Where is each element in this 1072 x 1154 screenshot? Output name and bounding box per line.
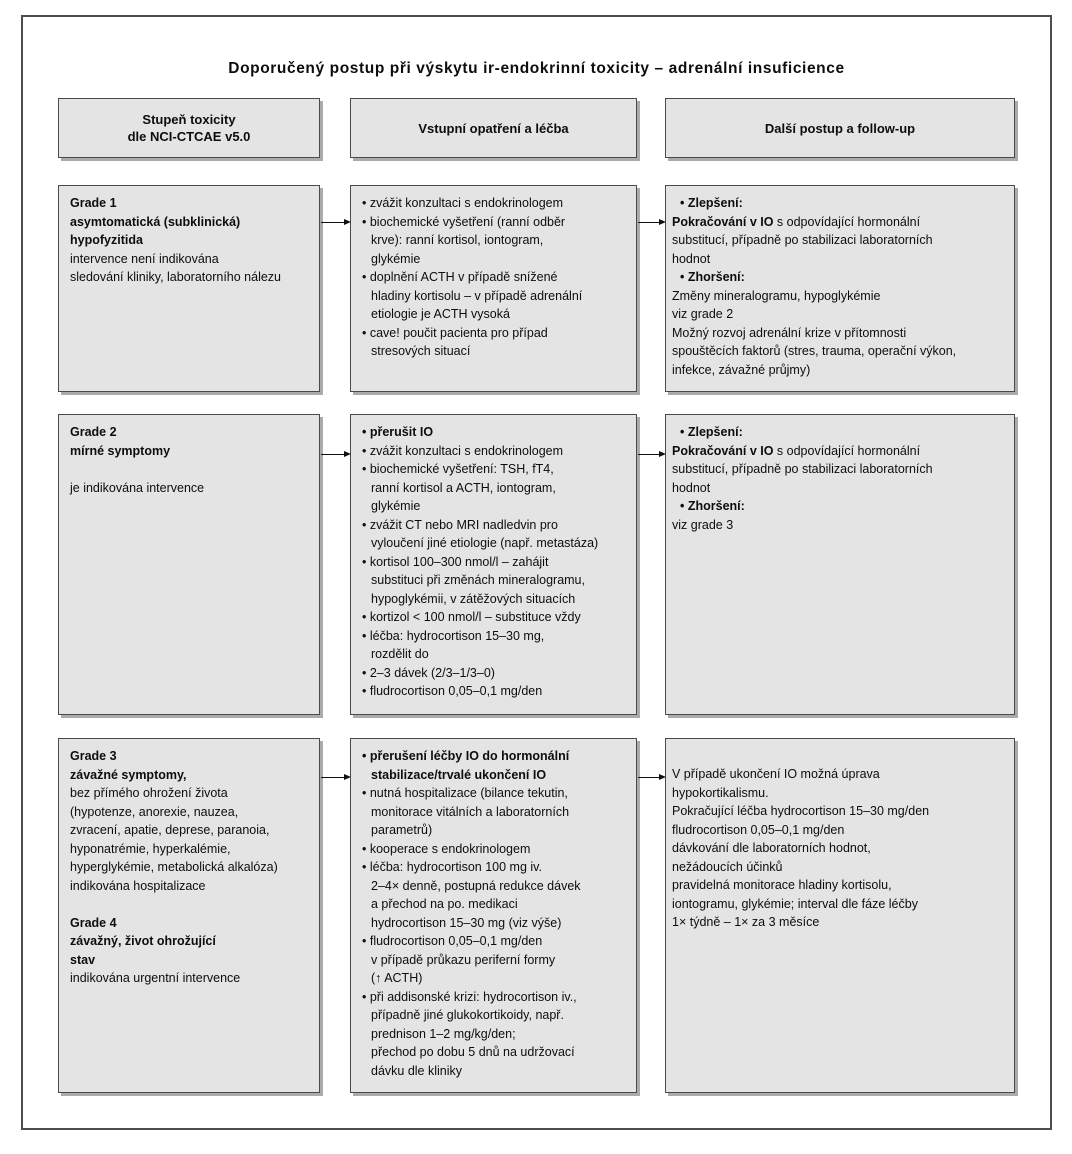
text-line: • Zhoršení: <box>680 268 1008 287</box>
text-line: 1× týdně – 1× za 3 měsíce <box>672 915 820 929</box>
text-line: • 2–3 dávek (2/3–1/3–0) <box>362 664 630 683</box>
text-line: • kortisol 100–300 nmol/l – zahájit <box>362 553 630 572</box>
text-line: etiologie je ACTH vysoká <box>371 307 510 321</box>
text-line: Pokračování v IO s odpovídající hormonální <box>672 443 921 458</box>
text-line: fludrocortison 0,05–0,1 mg/den <box>672 822 845 837</box>
box-grade-1-followup <box>665 185 1015 392</box>
arrow-right-icon <box>321 777 344 778</box>
text-line: • zvážit CT nebo MRI nadledvin pro <box>362 516 630 535</box>
box-grade-3-4-treatment <box>350 738 637 1093</box>
text-line: • cave! poučit pacienta pro případ <box>362 324 630 343</box>
header-line: Další postup a follow-up <box>764 120 916 136</box>
text-line: indikována hospitalizace <box>70 878 206 893</box>
box-grade-3-4-toxicity <box>58 738 320 1093</box>
text-line: nežádoucích účinků <box>672 859 783 874</box>
text-line: mírné symptomy <box>70 443 171 458</box>
text-line: stabilizace/trvalé ukončení IO <box>371 767 547 782</box>
text-line: • fludrocortison 0,05–0,1 mg/den <box>362 682 630 701</box>
text-line: zvracení, apatie, deprese, paranoia, <box>70 823 270 837</box>
column-header-toxicity-grade <box>58 98 320 158</box>
text-line: infekce, závažné průjmy) <box>672 362 811 377</box>
text-line: Grade 1 <box>70 196 117 210</box>
text-line: hyperglykémie, metabolická alkalóza) <box>70 860 278 874</box>
text-line: • biochemické vyšetření: TSH, fT4, <box>362 460 630 479</box>
column-header-next-steps <box>665 98 1015 158</box>
text-line: • fludrocortison 0,05–0,1 mg/den <box>362 932 630 951</box>
text-line: • Zhoršení: <box>680 497 1008 516</box>
text-line: Pokračující léčba hydrocortison 15–30 mg/den <box>672 804 930 818</box>
text-line: sledování kliniky, laboratorního nálezu <box>70 270 282 284</box>
text-line: prednison 1–2 mg/kg/den; <box>371 1026 516 1041</box>
text-line: glykémie <box>371 251 421 266</box>
text-line: (hypotenze, anorexie, nauzea, <box>70 804 239 819</box>
text-line: závažný, život ohrožující <box>70 934 216 948</box>
text-line: bez přímého ohrožení života <box>70 786 228 800</box>
text-line: • Zlepšení: <box>680 194 1008 213</box>
text-line: je indikována intervence <box>70 480 205 495</box>
header-line: Vstupní opatření a léčba <box>418 120 569 136</box>
arrow-right-icon <box>638 454 659 455</box>
text-line: závažné symptomy, <box>70 767 187 782</box>
text-line: Grade 4 <box>70 915 117 930</box>
text-line: iontogramu, glykémie; interval dle fáze léčby <box>672 896 918 911</box>
text-line: intervence není indikována <box>70 251 219 266</box>
arrow-right-icon <box>638 777 659 778</box>
text-line: Možný rozvoj adrenální krize v přítomnosti <box>672 325 907 340</box>
text-line: • přerušit IO <box>362 423 630 442</box>
arrow-right-icon <box>638 222 659 223</box>
arrow-right-icon <box>321 222 344 223</box>
text-line: 2–4× denně, postupná redukce dávek <box>371 878 581 893</box>
text-line: ranní kortisol a ACTH, iontogram, <box>371 480 556 495</box>
text-line: spouštěcích faktorů (stres, trauma, operační výkon, <box>672 344 957 358</box>
text-line: • zvážit konzultaci s endokrinologem <box>362 194 630 213</box>
text-line: případně jiné glukokortikoidy, např. <box>371 1008 564 1022</box>
header-line: Stupeň toxicity <box>142 112 236 127</box>
text-line: glykémie <box>371 499 421 513</box>
text-line: dávku dle kliniky <box>371 1063 463 1078</box>
text-line: • biochemické vyšetření (ranní odběr <box>362 213 630 232</box>
text-line: stav <box>70 952 96 967</box>
text-line: hladiny kortisolu – v případě adrenální <box>371 288 583 303</box>
text-line: Grade 3 <box>70 749 117 763</box>
text-line: Grade 2 <box>70 425 117 439</box>
text-line: V případě ukončení IO možná úprava <box>672 767 880 781</box>
text-line: vyloučení jiné etiologie (např. metastáza) <box>371 536 599 550</box>
text-line: hypofyzitida <box>70 233 143 247</box>
text-line: • léčba: hydrocortison 15–30 mg, <box>362 627 630 646</box>
text-line: přechod po dobu 5 dnů na udržovací <box>371 1045 575 1059</box>
text-line: substitucí, případně po stabilizaci laboratorních <box>672 233 933 247</box>
text-line: • doplnění ACTH v případě snížené <box>362 268 630 287</box>
text-line: • zvážit konzultaci s endokrinologem <box>362 442 630 461</box>
text-line: v případě průkazu periferní formy <box>371 952 556 967</box>
text-line: parametrů) <box>371 823 433 837</box>
text-line: hydrocortison 15–30 mg (viz výše) <box>371 915 562 930</box>
text-line: • kortizol < 100 nmol/l – substituce vždy <box>362 608 630 627</box>
text-line: Změny mineralogramu, hypoglykémie <box>672 288 881 303</box>
text-line: (↑ ACTH) <box>371 971 423 985</box>
text-line: • léčba: hydrocortison 100 mg iv. <box>362 858 630 877</box>
text-line: hodnot <box>672 251 711 266</box>
text-line: hypoglykémii, v zátěžových situacích <box>371 591 576 606</box>
text-line: pravidelná monitorace hladiny kortisolu, <box>672 878 892 892</box>
page-title: Doporučený postup při výskytu ir-endokrinní toxicity – adrenální insuficience <box>228 60 845 77</box>
text-line: substituci při změnách mineralogramu, <box>371 573 585 587</box>
text-line: hodnot <box>672 480 711 495</box>
text-line: krve): ranní kortisol, iontogram, <box>371 233 544 247</box>
box-grade-2-toxicity <box>58 414 320 715</box>
text-line: hypokortikalismu. <box>672 785 769 800</box>
text-line: substitucí, případně po stabilizaci laboratorních <box>672 462 933 476</box>
text-line: rozdělit do <box>371 647 429 661</box>
text-line: • přerušení léčby IO do hormonální <box>362 747 630 766</box>
box-grade-2-followup <box>665 414 1015 715</box>
text-line: hyponatrémie, hyperkalémie, <box>70 841 231 856</box>
text-line: viz grade 3 <box>672 517 734 532</box>
box-grade-1-treatment <box>350 185 637 392</box>
text-line: Pokračování v IO s odpovídající hormonální <box>672 214 921 229</box>
column-header-initial-measures <box>350 98 637 158</box>
arrow-right-icon <box>321 454 344 455</box>
text-line: stresových situací <box>371 344 471 358</box>
text-line: a přechod na po. medikaci <box>371 897 518 911</box>
box-grade-2-treatment <box>350 414 637 715</box>
text-line: dávkování dle laboratorních hodnot, <box>672 841 871 855</box>
text-line: monitorace vitálních a laboratorních <box>371 804 570 819</box>
text-line: • nutná hospitalizace (bilance tekutin, <box>362 784 630 803</box>
text-line: • při addisonské krizi: hydrocortison iv., <box>362 988 630 1007</box>
box-grade-3-4-followup <box>665 738 1015 1093</box>
text-line: asymtomatická (subklinická) <box>70 214 241 229</box>
text-line: • Zlepšení: <box>680 423 1008 442</box>
header-line: dle NCI-CTCAE v5.0 <box>127 129 251 144</box>
text-line: viz grade 2 <box>672 307 734 321</box>
text-line: • kooperace s endokrinologem <box>362 840 630 859</box>
text-line: indikována urgentní intervence <box>70 971 241 985</box>
box-grade-1-toxicity <box>58 185 320 392</box>
